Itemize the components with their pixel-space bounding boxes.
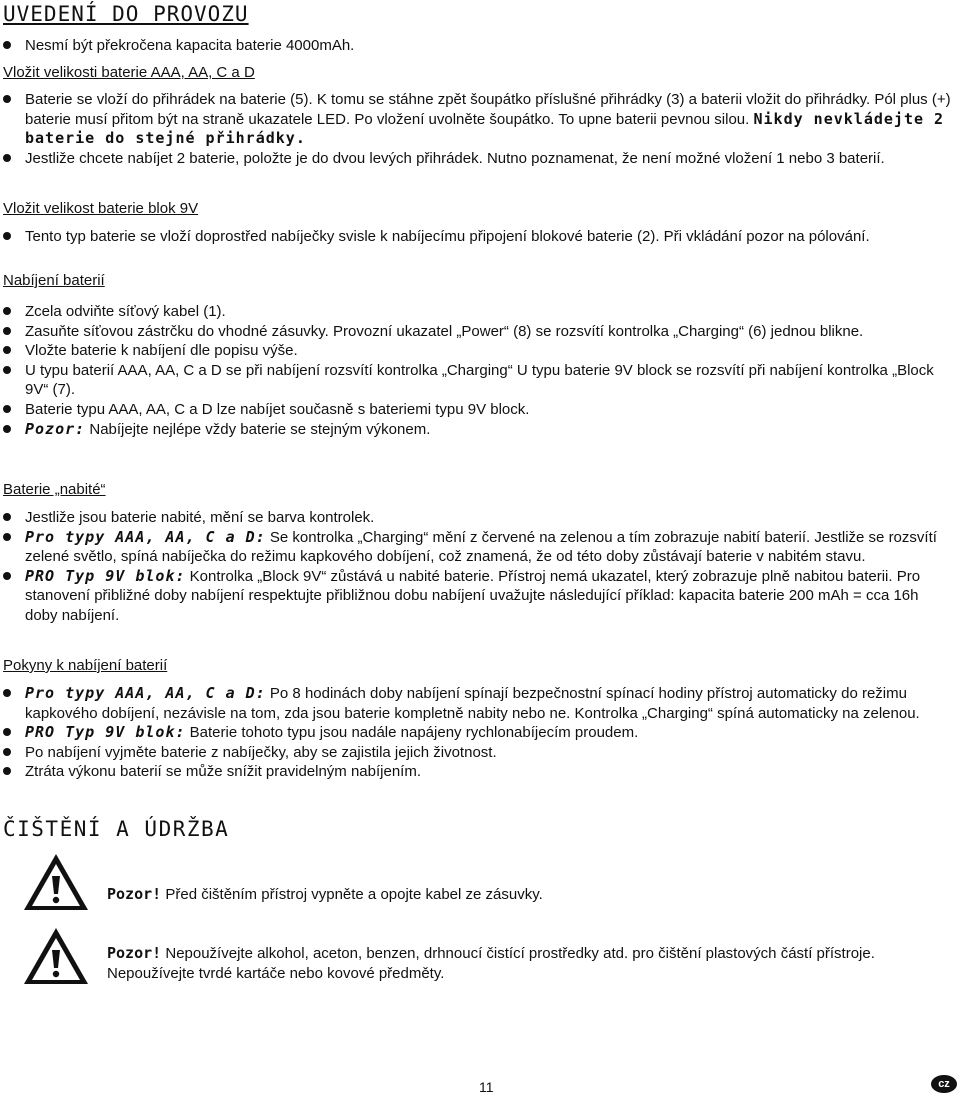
- list-item: Ztráta výkonu baterií se může snížit pravidelným nabíjením.: [0, 762, 955, 782]
- bullet-icon: [3, 405, 11, 413]
- language-badge: cz: [931, 1075, 957, 1093]
- bullet-icon: [3, 307, 11, 315]
- bullet-icon: [3, 513, 11, 521]
- insert-list: [0, 90, 955, 168]
- bullet-icon: [3, 232, 11, 240]
- list-item: PRO Typ 9V blok: Baterie tohoto typu jsou nadále napájeny rychlonabíjecím proudem.: [0, 723, 955, 743]
- bullet-icon: [3, 95, 11, 103]
- list-item: U typu baterií AAA, AA, C a D se při nabíjení rozsvítí kontrolka „Charging“ U typu baterie 9V block se rozsvítí při nabíjení kontrolka „Block 9V“ (7).: [0, 361, 955, 400]
- heading-cleaning: ČIŠTĚNÍ A ÚDRŽBA: [3, 817, 230, 841]
- instructions-list: [0, 684, 955, 782]
- bullet-icon: [3, 689, 11, 697]
- bullet-icon: [3, 533, 11, 541]
- list-item: Pro typy AAA, AA, C a D: Se kontrolka „Charging“ mění z červené na zelenou a tím zobrazuje nabití baterií. Jestliže se rozsvítí zelené světlo, spíná nabíječka do režimu kapkového dobíjení, což znamená, že od této doby zůstávají baterie v nabitém stavu.: [0, 528, 955, 567]
- bullet-icon: [3, 366, 11, 374]
- bullet-icon: [3, 572, 11, 580]
- list-item: Jestliže jsou baterie nabité, mění se barva kontrolek.: [0, 508, 955, 528]
- list-item: PRO Typ 9V blok: Kontrolka „Block 9V“ zůstává u nabité baterie. Přístroj nemá ukazatel, který zobrazuje plně nabitou baterii. Pro stanovení přibližné doby nabíjení respektujte přibližnou dobu nabíjení uvažujte následující příklad: kapacita baterie 200 mAh = cca 16h doby nabíjení.: [0, 567, 955, 626]
- warning-cleaning: Pozor! Nepoužívejte alkohol, aceton, benzen, drhnoucí čistící prostředky atd. pro čištění plastových částí přístroje. Nepoužívejte tvrdé kartáče nebo kovové předměty.: [107, 944, 875, 982]
- subheading-charged: Baterie „nabité“: [3, 481, 106, 498]
- bullet-icon: [3, 748, 11, 756]
- warning-triangle-icon: [22, 852, 90, 912]
- bullet-icon: [3, 728, 11, 736]
- subheading-charging: Nabíjení baterií: [3, 272, 105, 289]
- block-9v-list: [0, 227, 955, 247]
- warning-triangle-icon: [22, 926, 90, 986]
- list-item: Nesmí být překročena kapacita baterie 4000mAh.: [0, 36, 955, 56]
- list-item: Tento typ baterie se vloží doprostřed nabíječky svisle k nabíjecímu připojení blokové baterie (2). Při vkládání pozor na pólování.: [0, 227, 955, 247]
- charged-list: [0, 508, 955, 626]
- list-item: Jestliže chcete nabíjet 2 baterie, položte je do dvou levých přihrádek. Nutno poznamenat, že není možné vložení 1 nebo 3 baterií.: [0, 149, 955, 169]
- page-number: 11: [479, 1079, 494, 1095]
- bullet-icon: [3, 767, 11, 775]
- subheading-9v: Vložit velikost baterie blok 9V: [3, 200, 199, 217]
- list-item: Baterie typu AAA, AA, C a D lze nabíjet současně s bateriemi typu 9V block.: [0, 400, 955, 420]
- bullet-icon: [3, 425, 11, 433]
- bullet-icon: [3, 327, 11, 335]
- list-item: Baterie se vloží do přihrádek na baterie (5). K tomu se stáhne zpět šoupátko příslušné přihrádky (3) a baterii vložit do přihrádky. Pól plus (+) baterie musí přitom být na straně ukazatele LED. Po vložení uvolněte šoupátko. To upne baterii pevnou silou. Nikdy nevkládejte 2 baterie do stejné přihrádky.: [0, 90, 955, 149]
- bullet-icon: [3, 41, 11, 49]
- list-item: Zcela odviňte síťový kabel (1).: [0, 302, 955, 322]
- list-item: Vložte baterie k nabíjení dle popisu výše.: [0, 341, 955, 361]
- subheading-aaa: Vložit velikosti baterie AAA, AA, C a D: [3, 64, 255, 81]
- charging-list: [0, 302, 955, 439]
- bullet-icon: [3, 154, 11, 162]
- heading-operation: UVEDENÍ DO PROVOZU: [3, 2, 249, 26]
- list-item: Pro typy AAA, AA, C a D: Po 8 hodinách doby nabíjení spínají bezpečnostní spínací hodiny přístroj automaticky do režimu kapkového dobíjení, nezávisle na tom, zda jsou baterie kompletně nabity nebo ne. Kontrolka „Charging“ spíná automaticky na zelenou.: [0, 684, 955, 723]
- list-item: Zasuňte síťovou zástrčku do vhodné zásuvky. Provozní ukazatel „Power“ (8) se rozsvítí kontrolka „Charging“ (6) jednou blikne.: [0, 322, 955, 342]
- list-item: Pozor: Nabíjejte nejlépe vždy baterie se stejným výkonem.: [0, 420, 955, 440]
- warning-unplug: Pozor! Před čištěním přístroj vypněte a opojte kabel ze zásuvky.: [107, 885, 543, 903]
- subheading-instructions: Pokyny k nabíjení baterií: [3, 657, 168, 674]
- list-item: Po nabíjení vyjměte baterie z nabíječky, aby se zajistila jejich životnost.: [0, 743, 955, 763]
- capacity-list: [0, 36, 955, 56]
- bold-warning: Nikdy nevkládejte 2 baterie do stejné přihrádky.: [25, 109, 945, 148]
- bullet-icon: [3, 346, 11, 354]
